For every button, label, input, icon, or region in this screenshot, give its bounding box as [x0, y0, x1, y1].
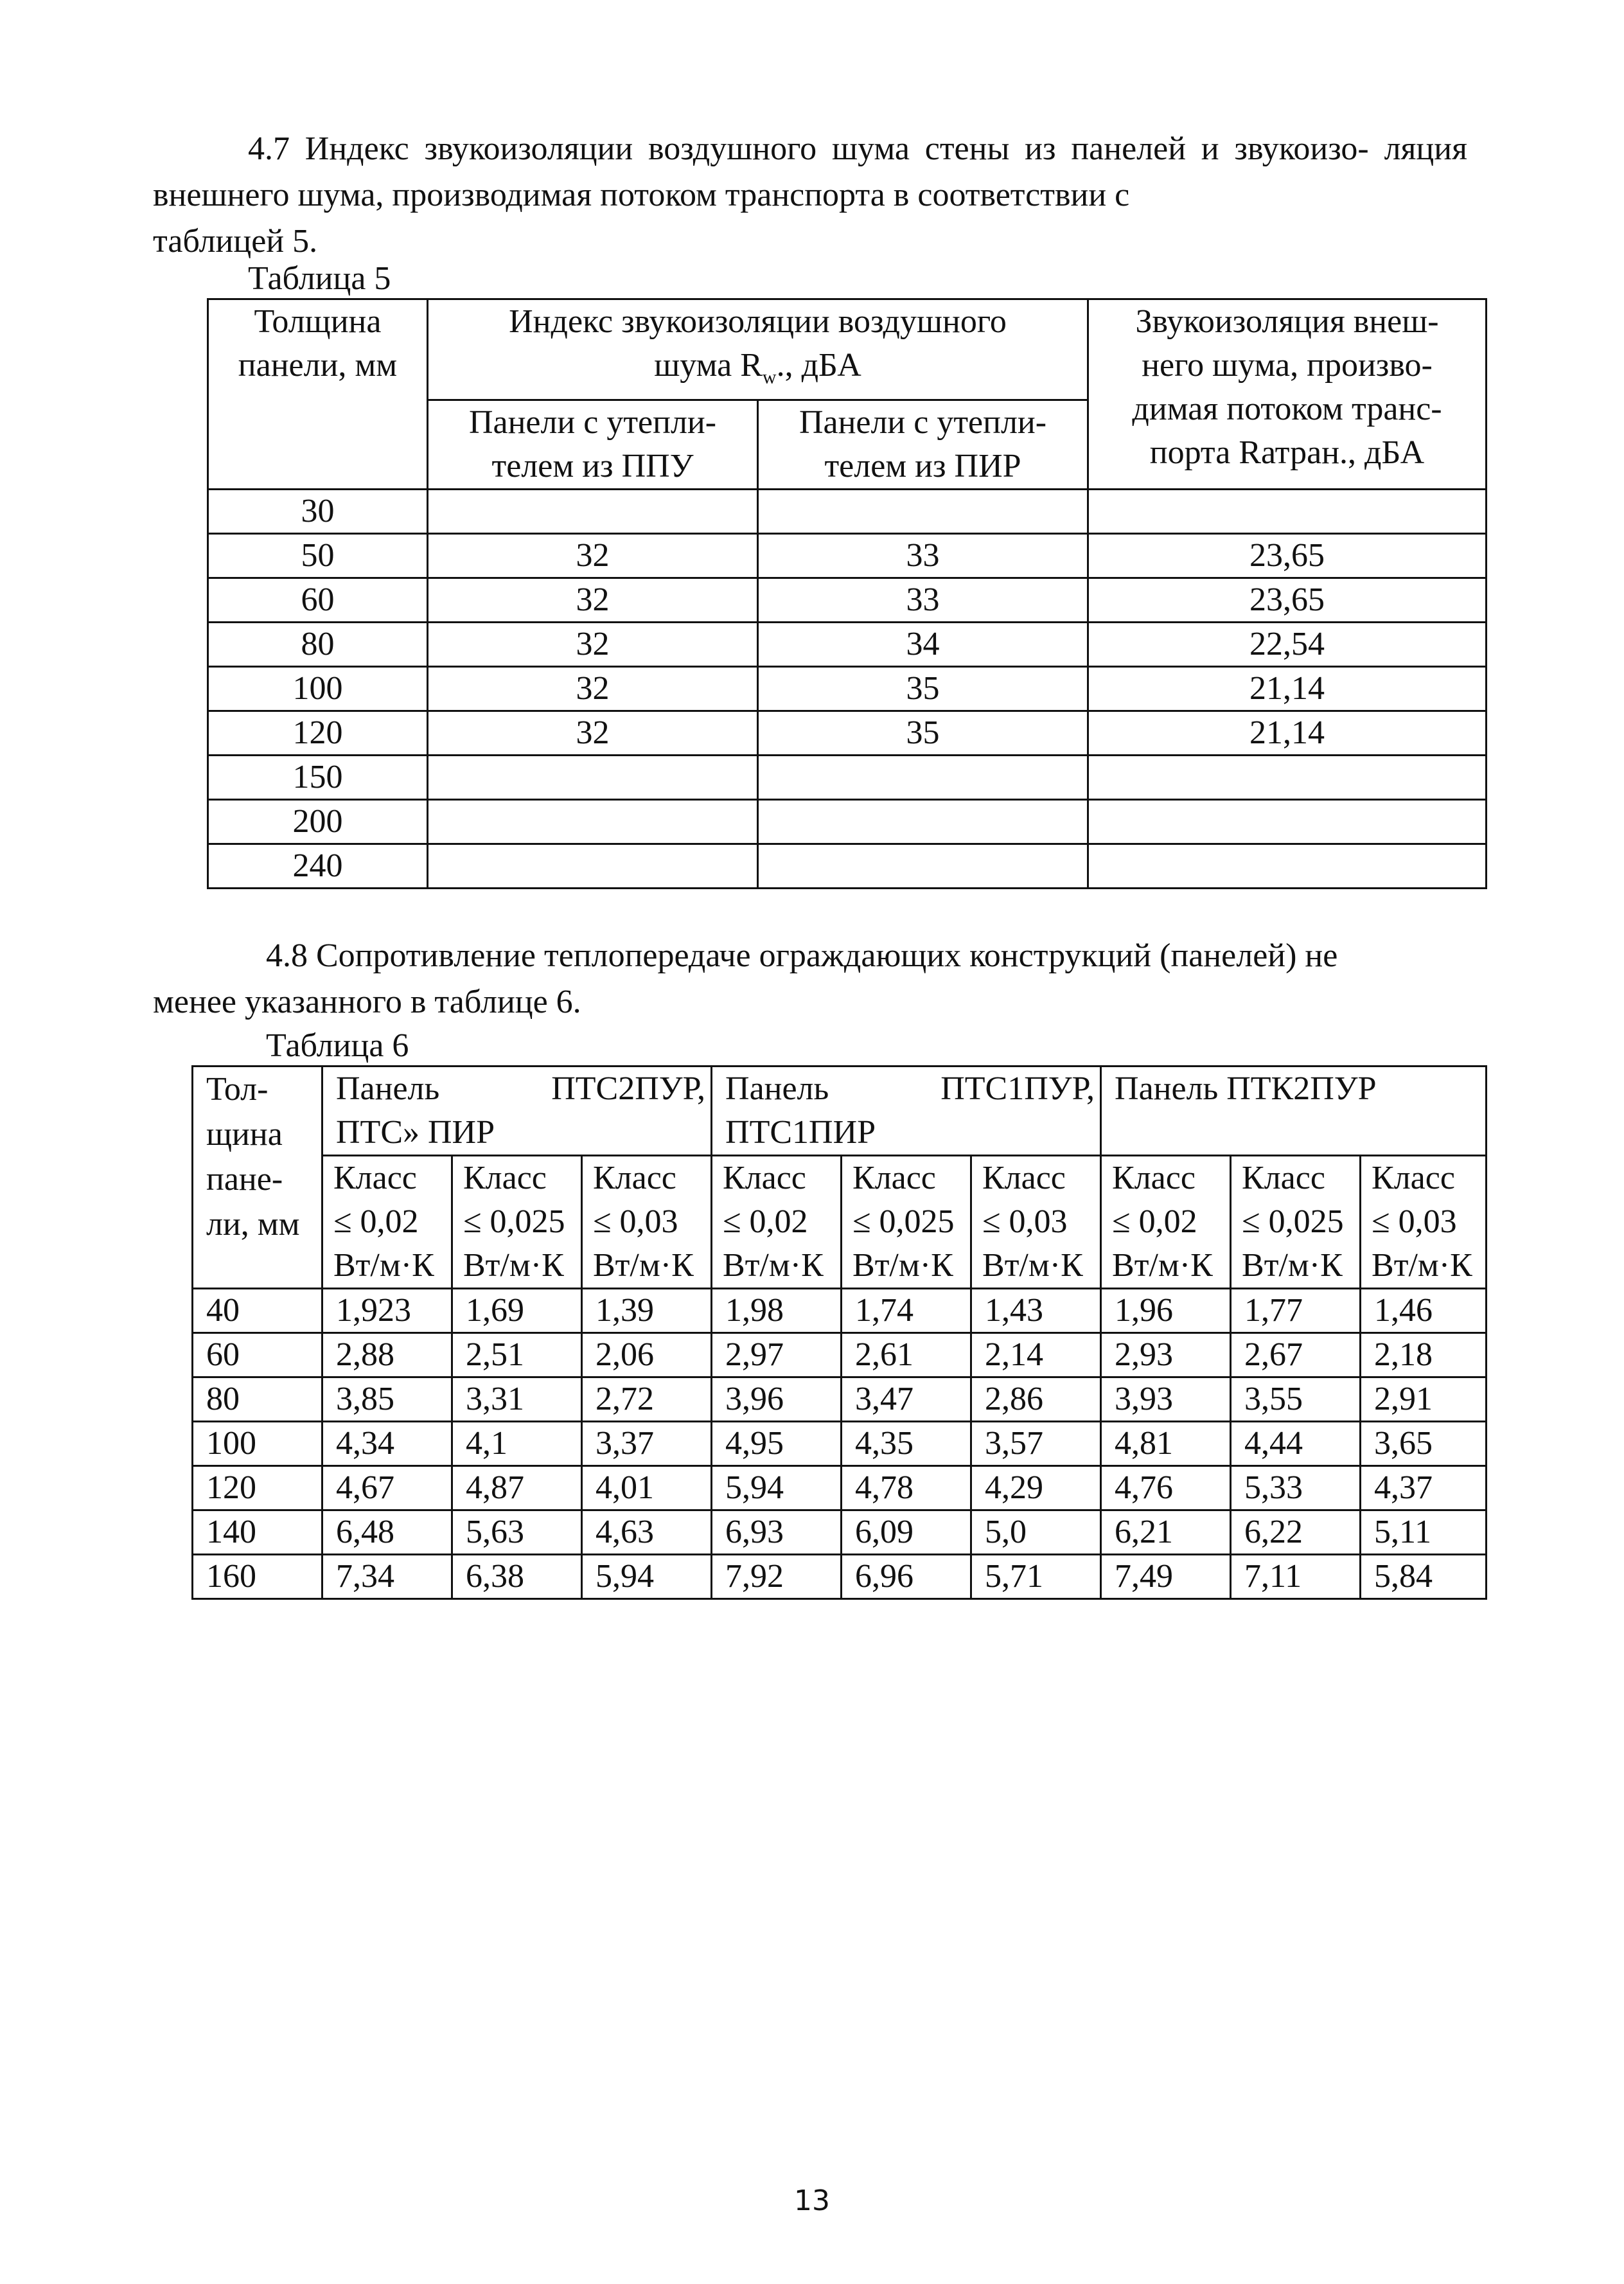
table-cell: 4,78 [842, 1466, 971, 1510]
table-row [208, 667, 1487, 711]
table-row [193, 1333, 1487, 1377]
table-cell: 2,18 [1361, 1333, 1487, 1377]
table-cell: 3,47 [842, 1377, 971, 1422]
table-cell: 7,34 [322, 1555, 452, 1599]
table-cell: 150 [208, 756, 428, 800]
table-cell: 6,96 [842, 1555, 971, 1599]
paragraph-4-7 [153, 126, 1467, 265]
table-cell: 240 [208, 844, 428, 889]
class-header-cell: Класс ≤ 0,03 Вт/м·К [582, 1156, 712, 1289]
table-cell: 2,51 [452, 1333, 582, 1377]
table-cell: 80 [193, 1377, 322, 1422]
table-row [208, 490, 1487, 534]
table-cell [428, 756, 758, 800]
table-cell [428, 844, 758, 889]
table-cell: 2,14 [971, 1333, 1101, 1377]
table-row [208, 534, 1487, 578]
table-cell: 200 [208, 800, 428, 844]
paragraph-4-8-line1: 4.8 Сопротивление теплопередаче ограждающих конструкций (панелей) не [266, 937, 1338, 974]
table-cell [428, 490, 758, 534]
table-cell [758, 756, 1088, 800]
table-cell: 2,93 [1101, 1333, 1231, 1377]
table-row [193, 1510, 1487, 1555]
paragraph-4-7-line2: ляция внешнего шума, производимая потоком транспорта в соответствии с [153, 130, 1468, 213]
table-cell: 5,33 [1231, 1466, 1361, 1510]
table-cell: 1,923 [322, 1289, 452, 1333]
table-cell: 7,92 [712, 1555, 842, 1599]
table-cell: 4,01 [582, 1466, 712, 1510]
table-cell: 4,44 [1231, 1422, 1361, 1466]
table-cell: 1,96 [1101, 1289, 1231, 1333]
table-cell: 1,43 [971, 1289, 1101, 1333]
table-cell: 32 [428, 578, 758, 623]
table-cell: 23,65 [1088, 534, 1487, 578]
paragraph-4-8-line2: менее указанного в таблице 6. [153, 984, 581, 1020]
table-cell: 2,86 [971, 1377, 1101, 1422]
t5-body [208, 490, 1487, 889]
table-cell: 3,37 [582, 1422, 712, 1466]
table-cell: 32 [428, 534, 758, 578]
t5-header-external-noise: Звукоизоляция внеш- него шума, произво- димая потоком транс- порта Rатран., дБА [1088, 299, 1487, 490]
class-header-cell: Класс ≤ 0,025 Вт/м·К [1231, 1156, 1361, 1289]
class-header-cell: Класс ≤ 0,025 Вт/м·К [842, 1156, 971, 1289]
table-cell: 2,72 [582, 1377, 712, 1422]
table-cell: 1,39 [582, 1289, 712, 1333]
table-cell: 32 [428, 711, 758, 756]
table-cell: 3,93 [1101, 1377, 1231, 1422]
table-row [208, 756, 1487, 800]
table-cell [758, 490, 1088, 534]
table-cell: 4,67 [322, 1466, 452, 1510]
table-cell: 6,09 [842, 1510, 971, 1555]
table-cell: 60 [193, 1333, 322, 1377]
table-cell: 4,81 [1101, 1422, 1231, 1466]
table-cell: 5,63 [452, 1510, 582, 1555]
table-cell: 2,67 [1231, 1333, 1361, 1377]
table-cell: 120 [208, 711, 428, 756]
table-cell [428, 800, 758, 844]
table-cell: 5,94 [712, 1466, 842, 1510]
table-row [208, 711, 1487, 756]
table-cell: 80 [208, 623, 428, 667]
table-cell: 2,88 [322, 1333, 452, 1377]
table-cell: 7,49 [1101, 1555, 1231, 1599]
t6-class-row [193, 1156, 1487, 1289]
table-cell: 1,69 [452, 1289, 582, 1333]
table-cell: 4,63 [582, 1510, 712, 1555]
t6-header-group-pts1: Панель ПТС1ПУР, ПТС1ПИР [712, 1067, 1101, 1156]
table-cell: 4,37 [1361, 1466, 1487, 1510]
table-cell: 4,1 [452, 1422, 582, 1466]
table-cell: 33 [758, 578, 1088, 623]
table-cell: 60 [208, 578, 428, 623]
table-cell [1088, 844, 1487, 889]
table-cell: 6,48 [322, 1510, 452, 1555]
table-6 [191, 1065, 1487, 1600]
table-cell: 50 [208, 534, 428, 578]
class-header-cell: Класс ≤ 0,02 Вт/м·К [322, 1156, 452, 1289]
table5-caption: Таблица 5 [248, 260, 391, 297]
table-row [208, 578, 1487, 623]
table-cell: 5,84 [1361, 1555, 1487, 1599]
table-cell: 160 [193, 1555, 322, 1599]
t6-header-thickness: Тол- щина пане- ли, мм [193, 1067, 322, 1289]
table-cell: 4,95 [712, 1422, 842, 1466]
table-cell: 1,77 [1231, 1289, 1361, 1333]
table-row [193, 1422, 1487, 1466]
table-cell [1088, 800, 1487, 844]
table-cell: 5,94 [582, 1555, 712, 1599]
table-cell: 3,65 [1361, 1422, 1487, 1466]
table-cell: 2,91 [1361, 1377, 1487, 1422]
table-cell: 100 [193, 1422, 322, 1466]
paragraph-4-8 [153, 933, 1467, 1025]
table-cell: 21,14 [1088, 667, 1487, 711]
table-cell: 32 [428, 667, 758, 711]
table-cell: 35 [758, 667, 1088, 711]
table-cell: 3,31 [452, 1377, 582, 1422]
table-cell: 6,21 [1101, 1510, 1231, 1555]
t5-header-thickness: Толщина панели, мм [208, 299, 428, 490]
class-header-cell: Класс ≤ 0,03 Вт/м·К [1361, 1156, 1487, 1289]
table-cell: 7,11 [1231, 1555, 1361, 1599]
table-cell: 1,74 [842, 1289, 971, 1333]
table-cell: 35 [758, 711, 1088, 756]
paragraph-4-7-line3: таблицей 5. [153, 223, 318, 260]
table-cell: 140 [193, 1510, 322, 1555]
table-row [193, 1377, 1487, 1422]
t5-header-ppu: Панели с утепли- телем из ППУ [428, 400, 758, 490]
t6-body [193, 1289, 1487, 1599]
table-cell: 34 [758, 623, 1088, 667]
table-cell: 3,96 [712, 1377, 842, 1422]
table-cell: 2,97 [712, 1333, 842, 1377]
table-row [193, 1289, 1487, 1333]
table-cell: 5,0 [971, 1510, 1101, 1555]
t6-header-group-pts2: Панель ПТС2ПУР, ПТС» ПИР [322, 1067, 712, 1156]
table-cell: 4,35 [842, 1422, 971, 1466]
table-cell: 1,98 [712, 1289, 842, 1333]
table-cell: 3,55 [1231, 1377, 1361, 1422]
table-cell: 4,76 [1101, 1466, 1231, 1510]
table-cell: 33 [758, 534, 1088, 578]
table-cell: 22,54 [1088, 623, 1487, 667]
table-cell: 32 [428, 623, 758, 667]
page-number: 13 [794, 2184, 830, 2217]
table-cell: 5,11 [1361, 1510, 1487, 1555]
table-cell: 4,87 [452, 1466, 582, 1510]
class-header-cell: Класс ≤ 0,03 Вт/м·К [971, 1156, 1101, 1289]
table-cell: 2,61 [842, 1333, 971, 1377]
table-cell: 23,65 [1088, 578, 1487, 623]
class-header-cell: Класс ≤ 0,02 Вт/м·К [712, 1156, 842, 1289]
table-cell: 40 [193, 1289, 322, 1333]
table-row [208, 800, 1487, 844]
table-cell [1088, 756, 1487, 800]
table-cell: 120 [193, 1466, 322, 1510]
table-cell [1088, 490, 1487, 534]
table-cell: 30 [208, 490, 428, 534]
table-cell: 5,71 [971, 1555, 1101, 1599]
table-cell: 2,06 [582, 1333, 712, 1377]
table-cell: 1,46 [1361, 1289, 1487, 1333]
table-cell: 21,14 [1088, 711, 1487, 756]
table-cell: 3,57 [971, 1422, 1101, 1466]
t5-header-pir: Панели с утепли- телем из ПИР [758, 400, 1088, 490]
table-cell [758, 800, 1088, 844]
table-row [208, 623, 1487, 667]
table-cell: 4,29 [971, 1466, 1101, 1510]
table-cell: 4,34 [322, 1422, 452, 1466]
paragraph-4-7-line1: 4.7 Индекс звукоизоляции воздушного шума стены из панелей и звукоизо- [248, 130, 1369, 167]
table-5 [207, 298, 1487, 889]
table-cell: 6,93 [712, 1510, 842, 1555]
table-cell: 3,85 [322, 1377, 452, 1422]
table-cell: 6,38 [452, 1555, 582, 1599]
table-row [208, 844, 1487, 889]
table-cell: 100 [208, 667, 428, 711]
class-header-cell: Класс ≤ 0,02 Вт/м·К [1101, 1156, 1231, 1289]
table-row [193, 1466, 1487, 1510]
t5-header-index: Индекс звукоизоляции воздушного шума $R_w$., дБА [428, 299, 1088, 400]
table-cell [758, 844, 1088, 889]
table-row [193, 1555, 1487, 1599]
t6-header-group-ptk2: Панель ПТК2ПУР [1101, 1067, 1487, 1156]
table-cell: 6,22 [1231, 1510, 1361, 1555]
table6-caption: Таблица 6 [266, 1027, 409, 1064]
class-header-cell: Класс ≤ 0,025 Вт/м·К [452, 1156, 582, 1289]
